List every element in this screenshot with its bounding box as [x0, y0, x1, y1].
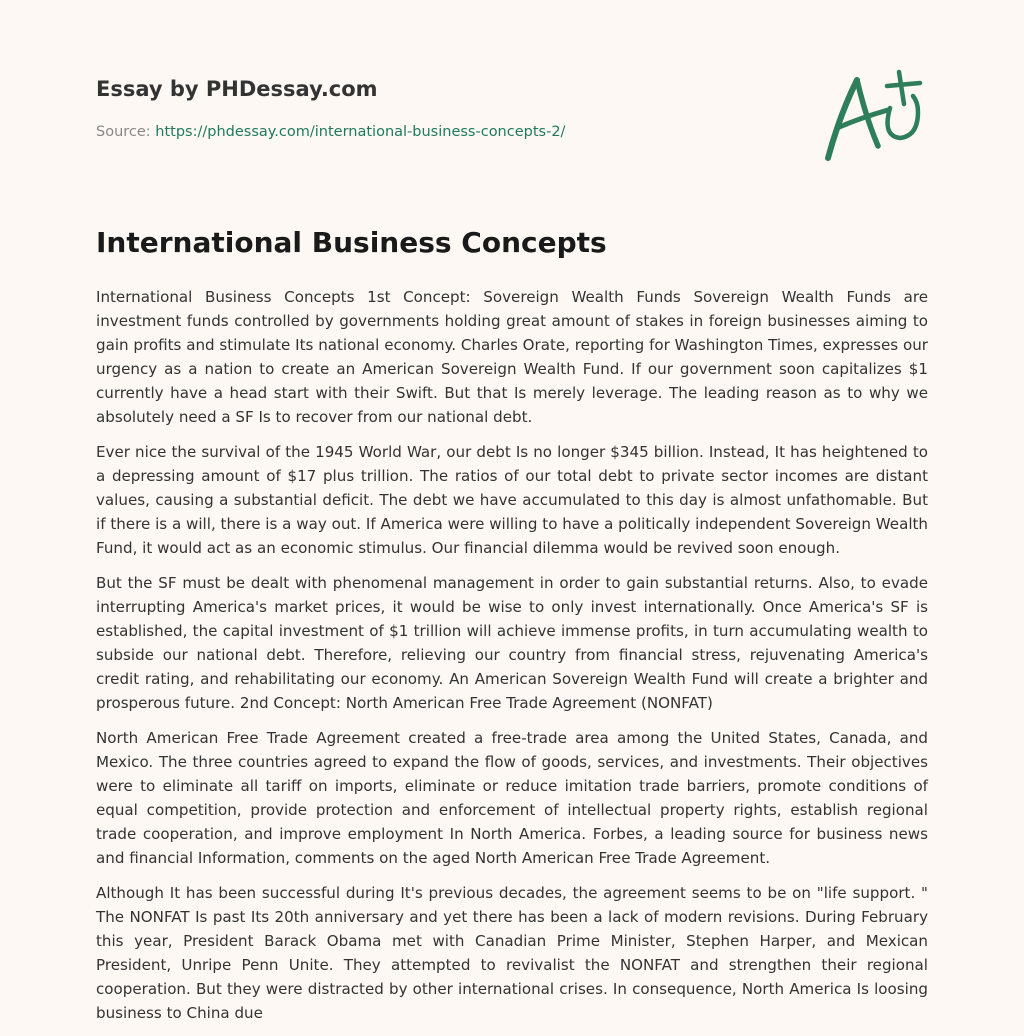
- essay-paragraph: North American Free Trade Agreement created a free-trade area among the United States, Canada, and Mexico. The three countries agreed to expand the flow of goods, services, and investments. Their objectives were to eliminate all tariff on imports, eliminate or reduce imitation trade barriers, promote conditions of equal competition, provide protection and enforcement of intellectual property rights, establish regional trade cooperation, and improve employment In North America. Forbes, a leading source for business news and financial Information, comments on the aged North American Free Trade Agreement.: [96, 729, 928, 867]
- essay-title: International Business Concepts: [96, 226, 607, 259]
- site-brand: Essay by PHDessay.com: [96, 77, 378, 101]
- essay-paragraph: Ever nice the survival of the 1945 World War, our debt Is no longer $345 billion. Instead, It has heightened to a depressing amount of $17 plus trillion. The ratios of our total debt to private sector incomes are distant values, causing a substantial deficit. The debt we have accumulated to this day is almost unfathomable. But if there is a will, there is a way out. If America were willing to have a politically independent Sovereign Wealth Fund, it would act as an economic stimulus. Our financial dilemma would be revived soon enough.: [96, 443, 928, 557]
- essay-paragraph: But the SF must be dealt with phenomenal management in order to gain substantial returns. Also, to evade interrupting America's market prices, it would be wise to only invest internationally. Once America's SF is established, the capital investment of $1 trillion will achieve immense profits, in turn accumulating wealth to subside our national debt. Therefore, relieving our country from financial stress, rejuvenating America's credit rating, and rehabilitating our economy. An American Sovereign Wealth Fund will create a brighter and prosperous future. 2nd Concept: North American Free Trade Agreement (NONFAT): [96, 574, 928, 712]
- source-label: Source:: [96, 124, 156, 140]
- essay-paragraph: Although It has been successful during It's previous decades, the agreement seems to be on "life support. " The NONFAT Is past Its 20th anniversary and yet there has been a lack of modern revisions. During February this year, President Barack Obama met with Canadian Prime Minister, Stephen Harper, and Mexican President, Unripe Penn Unite. They attempted to revivalist the NONFAT and strengthen their regional cooperation. But they were distracted by other international crises. In consequence, North America Is loosing business to China due: [96, 884, 928, 1022]
- essay-paragraph: International Business Concepts 1st Concept: Sovereign Wealth Funds Sovereign Wealth Funds are investment funds controlled by governments holding great amount of stakes in foreign businesses aiming to gain profits and stimulate Its national economy. Charles Orate, reporting for Washington Times, expresses our urgency as a nation to create an American Sovereign Wealth Fund. If our government soon capitalizes $1 currently have a head start with their Swift. But that Is merely leverage. The leading reason as to why we absolutely need a SF Is to recover from our national debt.: [96, 288, 928, 426]
- source-link[interactable]: https://phdessay.com/international-business-concepts-2/: [155, 124, 566, 140]
- a-plus-logo: [820, 66, 928, 166]
- essay-body: [96, 285, 928, 1036]
- source-line: [96, 124, 565, 140]
